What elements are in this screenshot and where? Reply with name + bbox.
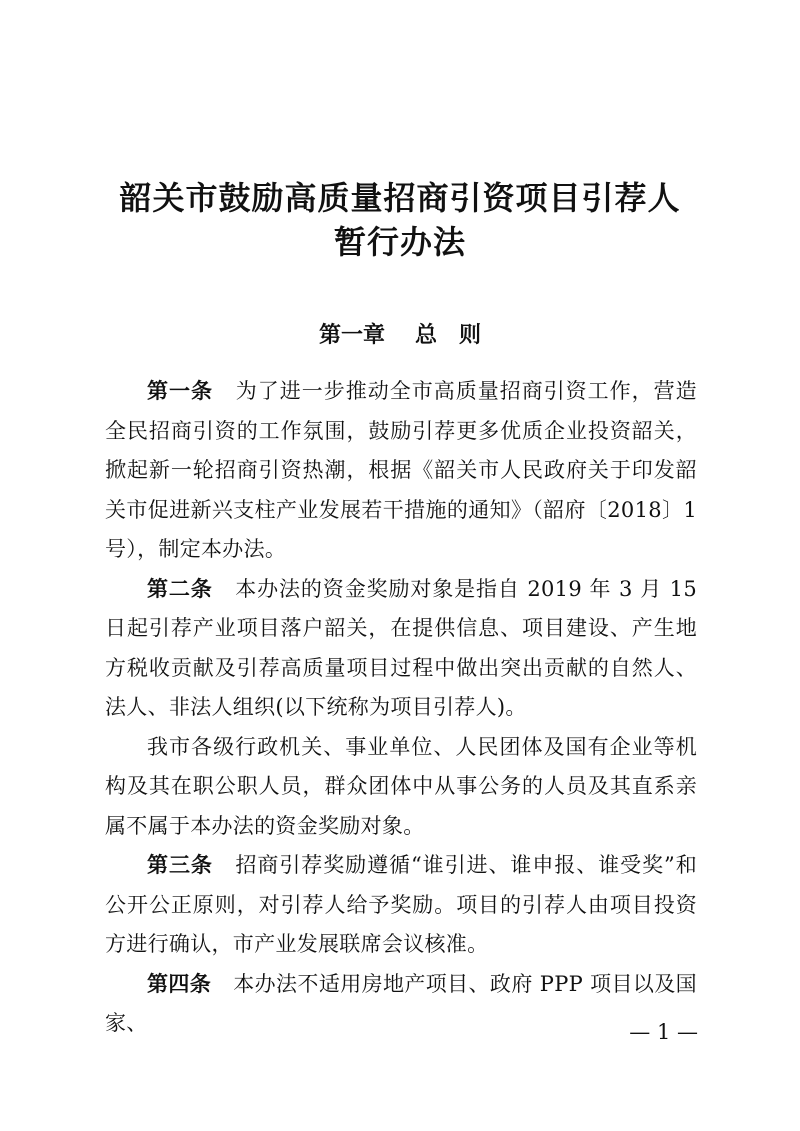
- article-2-text: 本办法的资金奖励对象是指自 2019 年 3 月 15 日起引荐产业项目落户韶关，在提供信息、项目建设、产生地方税收贡献及引荐高质量项目过程中做出突出贡献的自然人、法人、非法人组织(以下统称为项目引荐人)。: [105, 576, 697, 719]
- chapter-name: 总 则: [415, 323, 482, 348]
- article-2-continuation-text: 我市各级行政机关、事业单位、人民团体及国有企业等机构及其在职公职人员，群众团体中从事公务的人员及其直系亲属不属于本办法的资金奖励对象。: [105, 734, 697, 838]
- document-title-line-1: 韶关市鼓励高质量招商引资项目引荐人: [119, 179, 681, 217]
- document-title-line-2: 暂行办法: [333, 223, 466, 261]
- article-3-label: 第三条: [147, 853, 213, 877]
- article-2-continuation: [105, 728, 697, 847]
- article-1-text: 为了进一步推动全市高质量招商引资工作，营造全民招商引资的工作氛围，鼓励引荐更多优质企业投资韶关，掀起新一轮招商引资热潮，根据《韶关市人民政府关于印发韶关市促进新兴支柱产业发展若干措施的通知》（韶府〔2018〕1号），制定本办法。: [105, 379, 697, 561]
- document-body: [105, 372, 697, 1044]
- page-number: — 1 —: [629, 1020, 698, 1044]
- article-4-text: 本办法不适用房地产项目、政府 PPP 项目以及国家、: [105, 971, 697, 1035]
- chapter-heading: [0, 321, 800, 351]
- article-1: [105, 372, 697, 570]
- article-4-label: 第四条: [147, 971, 212, 996]
- article-4: [105, 965, 697, 1044]
- article-2-label: 第二条: [147, 576, 213, 601]
- article-3: [105, 846, 697, 965]
- chapter-number: 第一章: [318, 323, 385, 348]
- article-1-label: 第一条: [147, 379, 213, 403]
- article-3-text: 招商引荐奖励遵循“谁引进、谁申报、谁受奖”和公开公正原则，对引荐人给予奖励。项目的引荐人由项目投资方进行确认，市产业发展联席会议核准。: [105, 853, 697, 956]
- article-2: [105, 570, 697, 728]
